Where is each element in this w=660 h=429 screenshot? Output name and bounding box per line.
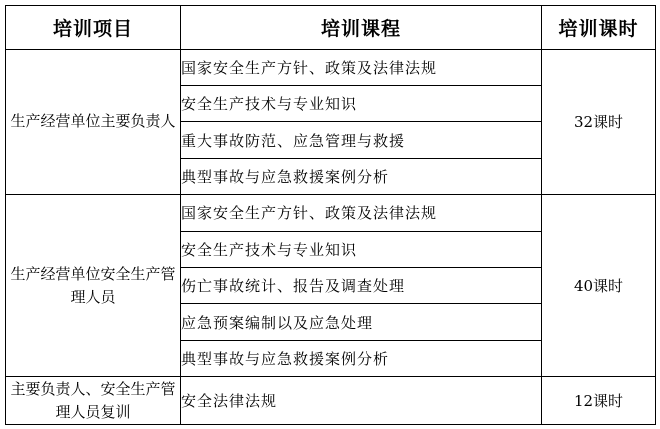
course-cell: 国家安全生产方针、政策及法律法规 — [181, 195, 542, 231]
header-row — [6, 6, 656, 50]
hours-cell: 40课时 — [542, 195, 656, 377]
course-cell: 安全生产技术与专业知识 — [181, 231, 542, 267]
header-project: 培训项目 — [6, 6, 181, 50]
course-cell: 典型事故与应急救援案例分析 — [181, 158, 542, 194]
project-cell: 主要负责人、安全生产管理人员复训 — [6, 377, 181, 425]
course-cell: 伤亡事故统计、报告及调查处理 — [181, 268, 542, 304]
hours-cell: 12课时 — [542, 377, 656, 425]
course-cell: 应急预案编制以及应急处理 — [181, 304, 542, 340]
table-row — [6, 49, 656, 85]
project-cell: 生产经营单位安全生产管理人员 — [6, 195, 181, 377]
hours-cell: 32课时 — [542, 49, 656, 195]
header-hours: 培训课时 — [542, 6, 656, 50]
table-row — [6, 195, 656, 231]
training-table — [5, 5, 656, 425]
project-cell: 生产经营单位主要负责人 — [6, 49, 181, 195]
course-cell: 安全法律法规 — [181, 377, 542, 425]
course-cell: 国家安全生产方针、政策及法律法规 — [181, 49, 542, 85]
header-course: 培训课程 — [181, 6, 542, 50]
course-cell: 典型事故与应急救援案例分析 — [181, 340, 542, 376]
course-cell: 安全生产技术与专业知识 — [181, 85, 542, 121]
course-cell: 重大事故防范、应急管理与救援 — [181, 122, 542, 158]
table-row — [6, 377, 656, 425]
